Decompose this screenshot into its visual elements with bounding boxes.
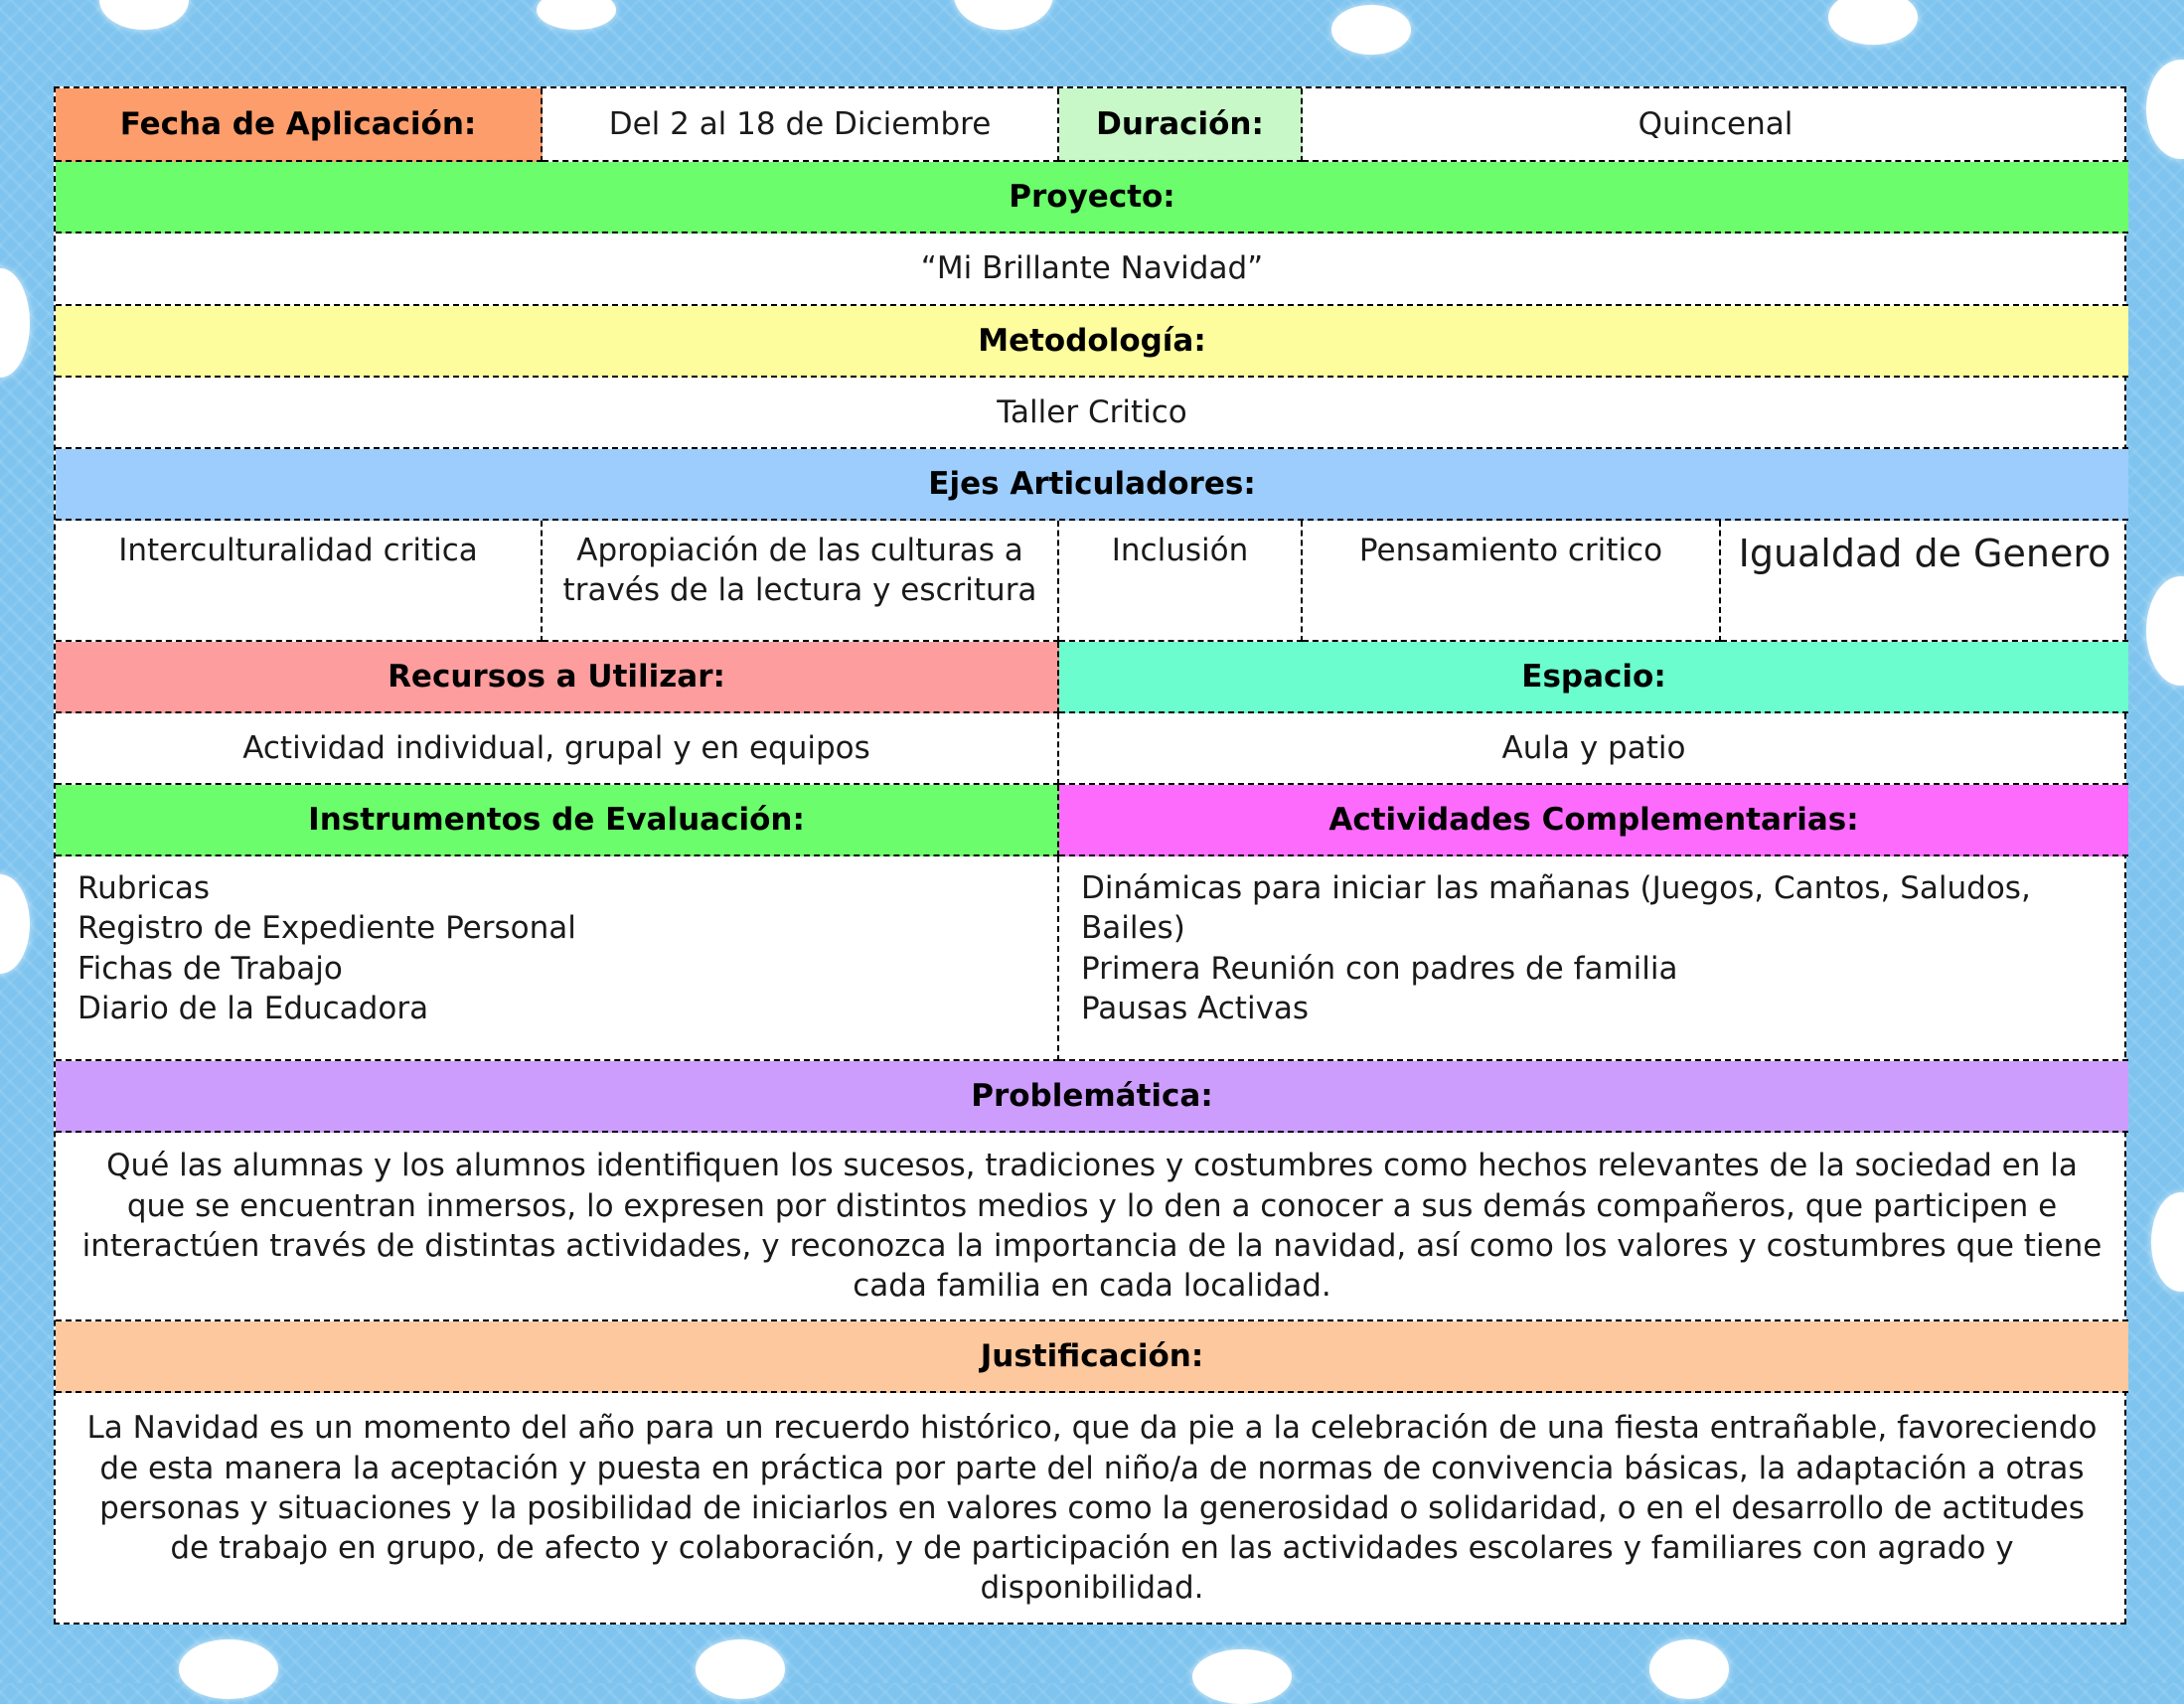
espacio-header: Espacio: xyxy=(1059,642,2128,713)
problematica-header: Problemática: xyxy=(56,1061,2128,1133)
metodologia-value: Taller Critico xyxy=(56,378,2128,449)
espacio-value: Aula y patio xyxy=(1059,713,2128,785)
metodologia-header: Metodología: xyxy=(56,306,2128,378)
list-item: Dinámicas para iniciar las mañanas (Juegos, Cantos, Saludos, Bailes) xyxy=(1081,870,2031,947)
background-dot xyxy=(2151,1192,2184,1292)
fecha-label: Fecha de Aplicación: xyxy=(56,88,543,162)
background-dot xyxy=(537,0,616,30)
justificacion-header: Justificación: xyxy=(56,1321,2128,1393)
list-item: Pausas Activas xyxy=(1081,990,1310,1026)
ejes-header: Ejes Articuladores: xyxy=(56,449,2128,521)
planning-table xyxy=(54,86,2126,1625)
eje-interculturalidad: Interculturalidad critica xyxy=(56,521,543,642)
background-dot xyxy=(179,1639,278,1699)
eje-igualdad-genero: Igualdad de Genero xyxy=(1721,521,2128,642)
list-item: Rubricas xyxy=(78,870,211,906)
fecha-value: Del 2 al 18 de Diciembre xyxy=(543,88,1059,162)
background-dot xyxy=(2146,576,2184,686)
list-item: Registro de Expediente Personal xyxy=(78,910,576,947)
background-dot xyxy=(1828,0,1918,45)
background-dot xyxy=(0,268,30,378)
list-item: Diario de la Educadora xyxy=(78,990,429,1026)
instrumentos-list xyxy=(56,856,1059,1061)
actividades-list xyxy=(1059,856,2128,1061)
background-dot xyxy=(1331,5,1411,55)
background-dot xyxy=(1649,1639,1729,1699)
background-dot xyxy=(696,1639,785,1699)
actividades-header: Actividades Complementarias: xyxy=(1059,785,2128,856)
recursos-header: Recursos a Utilizar: xyxy=(56,642,1059,713)
background-dot xyxy=(1192,1649,1292,1704)
proyecto-header: Proyecto: xyxy=(56,162,2128,233)
duracion-label: Duración: xyxy=(1059,88,1303,162)
list-item: Fichas de Trabajo xyxy=(78,950,343,987)
problematica-text: Qué las alumnas y los alumnos identifiquen los sucesos, tradiciones y costumbres como hechos relevantes de la sociedad en la que se encuentran inmersos, lo expresen por distintos medios y lo den a conocer a sus demás compañeros, que participen e interactúen través de distintas actividades, y reconozca la importancia de la navidad, así como los valores y costumbres que tiene cada familia en cada localidad. xyxy=(56,1133,2128,1321)
recursos-value: Actividad individual, grupal y en equipos xyxy=(56,713,1059,785)
background-dot xyxy=(954,0,1053,30)
background-dot xyxy=(2146,60,2184,159)
justificacion-text: La Navidad es un momento del año para un recuerdo histórico, que da pie a la celebración de una fiesta entrañable, favoreciendo de esta manera la aceptación y puesta en práctica por parte del niño/a de normas de convivencia básicas, la adaptación a otras personas y situaciones y la posibilidad de iniciarlos en valores como la generosidad o solidaridad, o en el desarrollo de actitudes de trabajo en grupo, de afecto y colaboración, y de participación en las actividades escolares y familiares con agrado y disponibilidad. xyxy=(86,1410,2098,1607)
eje-inclusion: Inclusión xyxy=(1059,521,1303,642)
list-item: Primera Reunión con padres de familia xyxy=(1081,950,1678,987)
background-dot xyxy=(0,874,30,974)
eje-pensamiento-critico: Pensamiento critico xyxy=(1303,521,1721,642)
duracion-value: Quincenal xyxy=(1303,88,2128,162)
eje-apropiacion-culturas: Apropiación de las culturas a través de la lectura y escritura xyxy=(543,521,1059,642)
proyecto-value: “Mi Brillante Navidad” xyxy=(56,233,2128,306)
background-dot xyxy=(99,0,189,30)
instrumentos-header: Instrumentos de Evaluación: xyxy=(56,785,1059,856)
